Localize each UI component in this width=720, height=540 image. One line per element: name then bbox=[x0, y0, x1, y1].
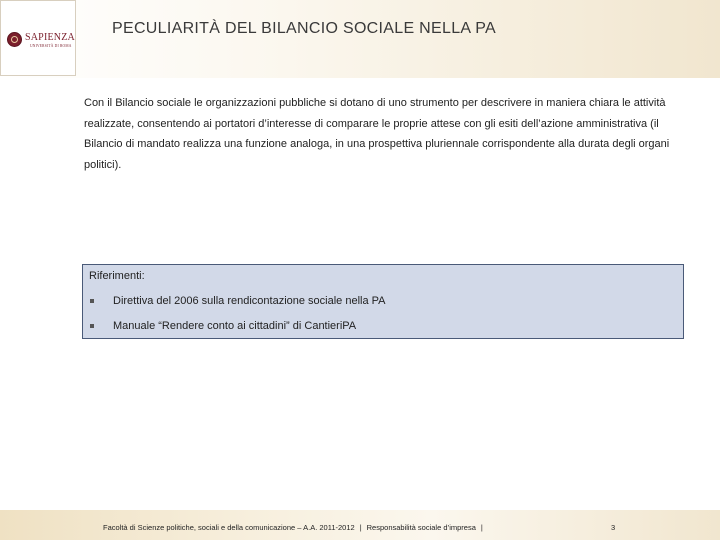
university-logo bbox=[0, 0, 76, 76]
logo-word: SAPIENZA bbox=[25, 32, 75, 43]
logo-subtitle: UNIVERSITÀ DI ROMA bbox=[30, 44, 72, 48]
references-title: Riferimenti: bbox=[89, 270, 145, 282]
sapienza-seal-icon bbox=[7, 32, 22, 47]
reference-item-label: Manuale “Rendere conto ai cittadini” di CantieriPA bbox=[113, 320, 357, 332]
footer-separator: | bbox=[480, 523, 483, 532]
footer-separator: | bbox=[359, 523, 362, 532]
reference-item-label: Direttiva del 2006 sulla rendicontazione sociale nella PA bbox=[113, 295, 386, 307]
slide-title: PECULIARITÀ DEL BILANCIO SOCIALE NELLA PA bbox=[112, 20, 496, 37]
square-bullet-icon bbox=[90, 324, 94, 328]
reference-item bbox=[89, 295, 386, 307]
footer-course: Responsabilità sociale d’impresa bbox=[366, 523, 476, 532]
page-number: 3 bbox=[611, 523, 616, 532]
reference-item bbox=[89, 320, 356, 332]
references-box bbox=[82, 264, 684, 339]
square-bullet-icon bbox=[90, 299, 94, 303]
intro-rest: le organizzazioni pubbliche si dotano di uno strumento per descrivere in maniera chiara le attività realizzate, consentendo ai portatori d’interesse di comparare le proprie attese con gli esiti dell’azione amministrativa (il Bilancio di mandato realizza una funzione analoga, in una prospettiva pluriennale corrispondente alla durata degli organi politici). bbox=[84, 97, 670, 171]
header-band bbox=[0, 0, 720, 78]
intro-term: Bilancio sociale bbox=[115, 97, 192, 109]
intro-prefix: Con il bbox=[84, 97, 116, 109]
intro-paragraph bbox=[84, 93, 684, 175]
footer-text bbox=[103, 523, 488, 532]
footer-faculty: Facoltà di Scienze politiche, sociali e della comunicazione – A.A. 2011-2012 bbox=[103, 523, 355, 532]
